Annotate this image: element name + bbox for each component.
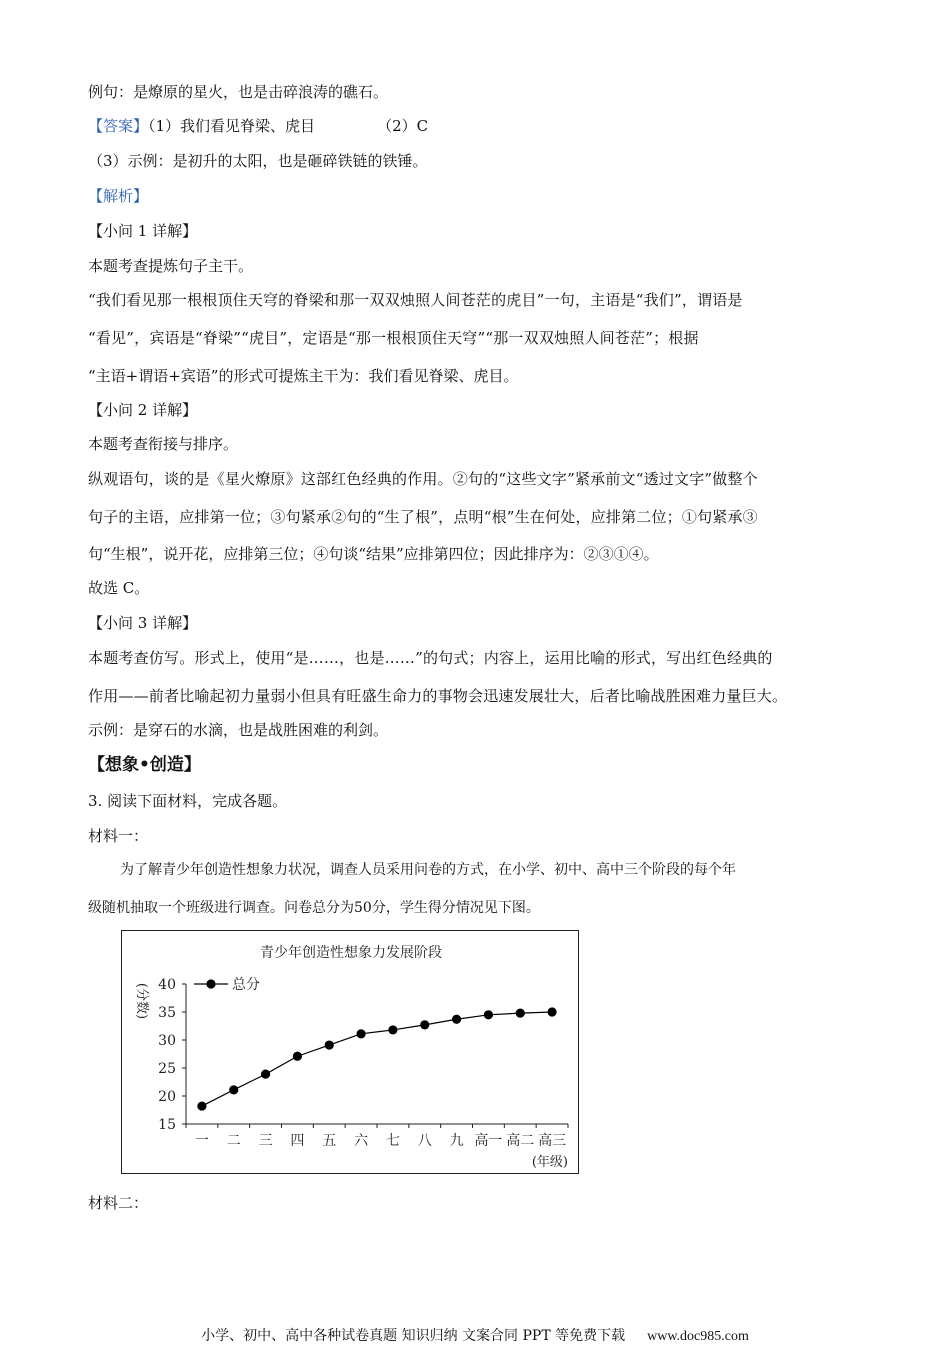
answer-tag: 【答案】 — [88, 117, 149, 135]
footer-text: 小学、初中、高中各种试卷真题 知识归纳 文案合同 PPT 等免费下载 — [201, 1328, 626, 1344]
data-point — [325, 1040, 334, 1049]
answer-1: （1）我们看见脊梁、虎目 — [148, 117, 316, 135]
q3-paragraph-3: 示例：是穿石的水滴，也是战胜困难的利剑。 — [88, 721, 389, 739]
data-point — [261, 1070, 270, 1079]
data-point — [388, 1025, 397, 1034]
x-tick-label: 高一 — [474, 1133, 503, 1149]
data-point — [547, 1007, 556, 1016]
q2-heading: 【小问 2 详解】 — [88, 401, 198, 419]
y-tick-label: 25 — [158, 1061, 176, 1077]
material-2-label: 材料二： — [88, 1194, 149, 1212]
x-axis-label: (年级) — [531, 1155, 568, 1170]
chart-frame — [121, 930, 579, 1174]
answer-3: （3）示例：是初升的太阳，也是砸碎铁链的铁锤。 — [88, 152, 428, 170]
y-tick-label: 30 — [158, 1033, 176, 1049]
data-point — [356, 1029, 365, 1038]
q2-paragraph-3: 句子的主语，应排第一位；③句紧承②句的“生了根”，点明“根”生在何处，应排第二位；①句紧承③ — [88, 508, 758, 526]
material-1-paragraph-1: 为了解青少年创造性想象力状况，调查人员采用问卷的方式，在小学、初中、高中三个阶段的每个年 — [120, 862, 736, 878]
y-axis-label: (分数) — [134, 982, 149, 1020]
y-tick-label: 20 — [158, 1089, 176, 1105]
footer-url: www.doc985.com — [647, 1329, 749, 1344]
q1-paragraph-1: 本题考查提炼句子主干。 — [88, 257, 254, 275]
series-line — [202, 1012, 552, 1106]
material-1-label: 材料一： — [88, 827, 149, 845]
data-point — [516, 1009, 525, 1018]
q2-paragraph-1: 本题考查衔接与排序。 — [88, 435, 239, 453]
q3-heading: 【小问 3 详解】 — [88, 614, 198, 632]
line-chart — [122, 931, 578, 1173]
data-point — [452, 1015, 461, 1024]
page-footer — [0, 1325, 950, 1345]
section-heading: 【想象•创造】 — [88, 755, 201, 775]
x-tick-label: 一 — [194, 1133, 209, 1149]
data-point — [420, 1020, 429, 1029]
material-1-paragraph-2: 级随机抽取一个班级进行调查。问卷总分为50分，学生得分情况见下图。 — [88, 900, 540, 916]
data-point — [484, 1010, 493, 1019]
x-tick-label: 八 — [417, 1133, 432, 1149]
x-tick-label: 高二 — [506, 1133, 535, 1149]
x-tick-label: 五 — [322, 1133, 337, 1149]
x-tick-label: 九 — [449, 1133, 464, 1149]
y-tick-label: 35 — [158, 1005, 176, 1021]
x-tick-label: 七 — [385, 1133, 400, 1149]
q3-paragraph-2: 作用——前者比喻起初力量弱小但具有旺盛生命力的事物会迅速发展壮大，后者比喻战胜困难力量巨大。 — [88, 687, 788, 705]
x-tick-label: 三 — [258, 1133, 273, 1149]
y-tick-label: 40 — [158, 977, 176, 993]
analysis-tag: 【解析】 — [88, 187, 149, 205]
chart-title: 青少年创造性想象力发展阶段 — [260, 945, 442, 961]
data-point — [197, 1101, 206, 1110]
data-point — [229, 1085, 238, 1094]
q1-paragraph-3: “看见”，宾语是“脊梁”“虎目”，定语是“那一根根顶住天穹”“那一双双烛照人间苍茫”；根据 — [88, 329, 699, 347]
q1-paragraph-4: “主语+谓语+宾语”的形式可提炼主干为：我们看见脊梁、虎目。 — [88, 367, 519, 385]
q3-paragraph-1: 本题考查仿写。形式上，使用“是……，也是……”的句式；内容上，运用比喻的形式，写出红色经典的 — [88, 649, 773, 667]
x-tick-label: 四 — [290, 1133, 305, 1149]
q2-paragraph-4: 句“生根”，说开花，应排第三位；④句谈“结果”应排第四位；因此排序为：②③①④。 — [88, 545, 659, 563]
answer-2: （2）C — [377, 117, 429, 135]
data-point — [293, 1052, 302, 1061]
q2-paragraph-2: 纵观语句，谈的是《星火燎原》这部红色经典的作用。②句的“这些文字”紧承前文“透过文字”做整个 — [88, 470, 758, 488]
legend-marker — [206, 979, 215, 988]
x-tick-label: 二 — [226, 1133, 241, 1149]
q2-conclusion: 故选 C。 — [88, 579, 150, 597]
q1-heading: 【小问 1 详解】 — [88, 222, 198, 240]
question-number: 3. 阅读下面材料，完成各题。 — [88, 792, 288, 810]
x-tick-label: 六 — [354, 1133, 369, 1149]
legend-label: 总分 — [232, 977, 260, 993]
y-tick-label: 15 — [158, 1117, 176, 1133]
x-tick-label: 高三 — [538, 1133, 567, 1149]
q1-paragraph-2: “我们看见那一根根顶住天穹的脊梁和那一双双烛照人间苍茫的虎目”一句，主语是“我们”，谓语是 — [88, 291, 743, 309]
example-sentence: 例句：是燎原的星火，也是击碎浪涛的礁石。 — [88, 83, 389, 101]
answer-line — [88, 116, 428, 136]
